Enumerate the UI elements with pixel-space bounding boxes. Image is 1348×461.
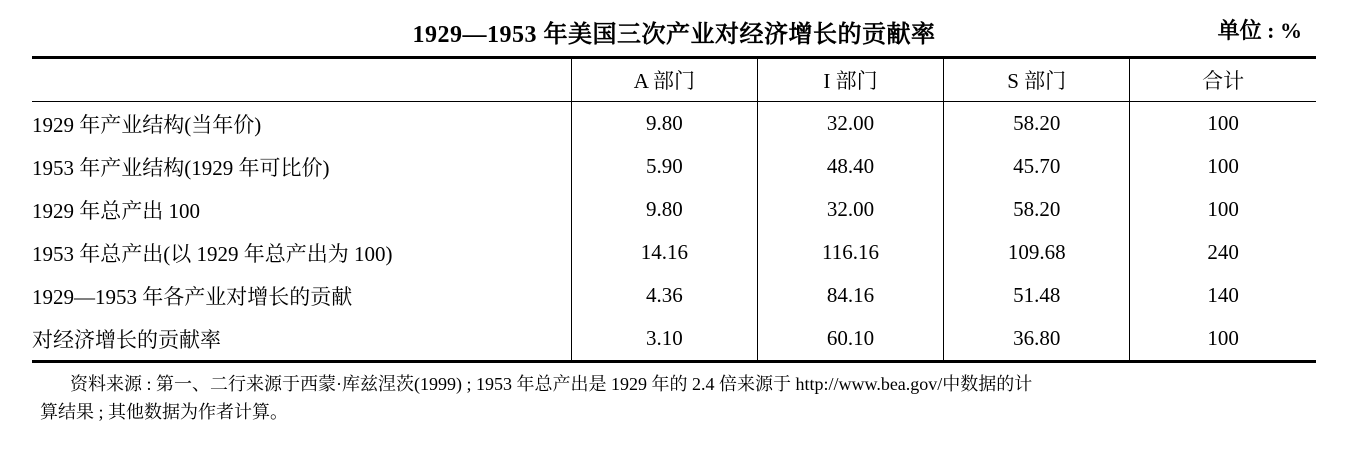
column-header-total: 合计 xyxy=(1130,58,1316,102)
row-value-a: 3.10 xyxy=(571,317,757,362)
row-label: 1929 年产业结构(当年价) xyxy=(32,102,571,146)
row-value-i: 32.00 xyxy=(757,188,943,231)
table-column-header-row xyxy=(32,58,1316,102)
row-value-total: 100 xyxy=(1130,188,1316,231)
row-value-total: 100 xyxy=(1130,102,1316,146)
row-label: 对经济增长的贡献率 xyxy=(32,317,571,362)
table-unit-label: 单位 : % xyxy=(1217,18,1302,43)
row-value-total: 140 xyxy=(1130,274,1316,317)
row-value-s: 51.48 xyxy=(944,274,1130,317)
row-value-a: 14.16 xyxy=(571,231,757,274)
column-header-blank xyxy=(32,58,571,102)
row-value-s: 109.68 xyxy=(944,231,1130,274)
row-value-a: 5.90 xyxy=(571,145,757,188)
table-row xyxy=(32,274,1316,317)
table-row xyxy=(32,145,1316,188)
table-row xyxy=(32,231,1316,274)
row-value-i: 84.16 xyxy=(757,274,943,317)
source-note-line-1 xyxy=(40,371,1316,399)
table-header-row xyxy=(32,0,1316,56)
table-title: 1929—1953 年美国三次产业对经济增长的贡献率 xyxy=(412,22,936,48)
column-header-i: I 部门 xyxy=(757,58,943,102)
row-value-a: 9.80 xyxy=(571,188,757,231)
row-value-a: 9.80 xyxy=(571,102,757,146)
row-value-s: 58.20 xyxy=(944,188,1130,231)
row-value-s: 45.70 xyxy=(944,145,1130,188)
table-row xyxy=(32,188,1316,231)
row-value-i: 32.00 xyxy=(757,102,943,146)
row-label: 1929—1953 年各产业对增长的贡献 xyxy=(32,284,353,309)
row-label: 1929 年总产出 100 xyxy=(32,198,200,223)
row-value-i: 60.10 xyxy=(757,317,943,362)
source-note-text-1: 资料来源 : 第一、二行来源于西蒙·库兹涅茨(1999) ; 1953 年总产出是 1929 年的 2.4 倍来源于 http://www.bea.gov/中数据的计 xyxy=(70,374,1033,394)
row-value-total: 100 xyxy=(1130,317,1316,362)
source-note-text-2: 算结果 ; 其他数据为作者计算。 xyxy=(40,401,288,422)
row-label: 1953 年产业结构(1929 年可比价) xyxy=(32,155,330,180)
row-value-i: 116.16 xyxy=(757,231,943,274)
row-value-total: 240 xyxy=(1130,231,1316,274)
row-value-i: 48.40 xyxy=(757,145,943,188)
column-header-s: S 部门 xyxy=(944,58,1130,102)
table-source-note xyxy=(32,371,1316,427)
row-label: 1953 年总产出(以 1929 年总产出为 100) xyxy=(32,241,393,266)
contribution-rate-table xyxy=(32,56,1316,363)
source-note-line-2 xyxy=(40,399,1316,427)
row-value-s: 58.20 xyxy=(944,102,1130,146)
column-header-a: A 部门 xyxy=(571,58,757,102)
row-value-s: 36.80 xyxy=(944,317,1130,362)
row-value-total: 100 xyxy=(1130,145,1316,188)
row-value-a: 4.36 xyxy=(571,274,757,317)
table-row xyxy=(32,317,1316,362)
table-row xyxy=(32,102,1316,146)
